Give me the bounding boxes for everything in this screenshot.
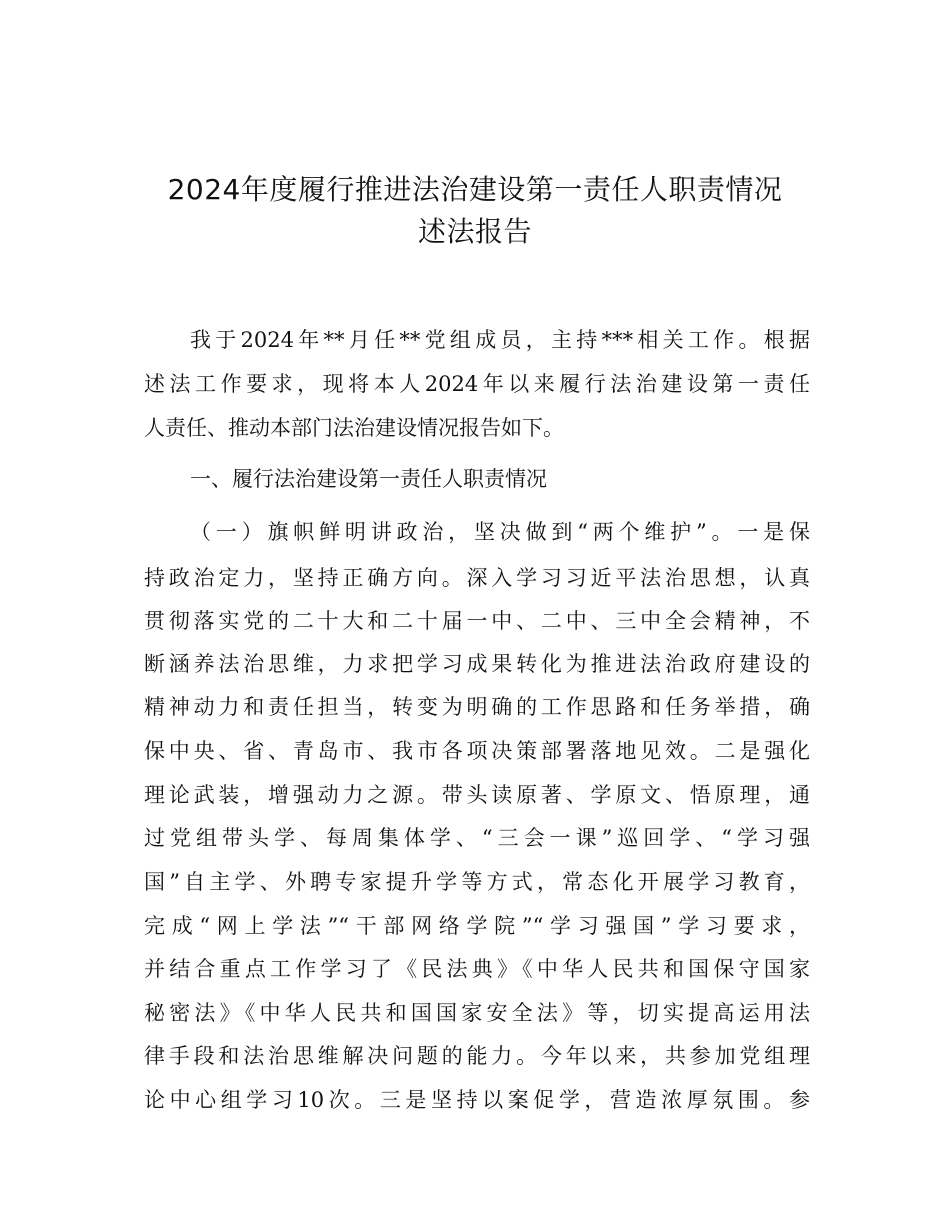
document-title-line-1: 2024年度履行推进法治建设第一责任人职责情况 <box>167 173 783 206</box>
paragraph-line: 保中央、省、青岛市、我市各项决策部署落地见效。二是强化 <box>144 739 810 763</box>
paragraph-line: 持政治定力，坚持正确方向。深入学习习近平法治思想，认真 <box>144 566 810 590</box>
intro-line: 述法工作要求，现将本人2024年以来履行法治建设第一责任 <box>144 372 810 396</box>
paragraph-line: 并结合重点工作学习了《民法典》《中华人民共和国保守国家 <box>144 957 810 981</box>
paragraph-line: 贯彻落实党的二十大和二十届一中、二中、三中全会精神，不 <box>144 609 810 633</box>
paragraph-line: 过党组带头学、每周集体学、“三会一课”巡回学、“学习强 <box>144 826 810 850</box>
paragraph-line: 完成“网上学法”“干部网络学院”“学习强国”学习要求， <box>144 914 810 938</box>
intro-line: 人责任、推动本部门法治建设情况报告如下。 <box>144 416 564 440</box>
paragraph-line: 律手段和法治思维解决问题的能力。今年以来，共参加党组理 <box>144 1044 810 1068</box>
paragraph-line: 论中心组学习10次。三是坚持以案促学，营造浓厚氛围。参 <box>144 1088 810 1112</box>
section-heading-1: 一、履行法治建设第一责任人职责情况 <box>190 467 547 491</box>
document-title-line-2: 述法报告 <box>417 215 532 248</box>
paragraph-line: 理论武装，增强动力之源。带头读原著、学原文、悟原理，通 <box>144 783 810 807</box>
paragraph-line: 国”自主学、外聘专家提升学等方式，常态化开展学习教育， <box>144 870 810 894</box>
paragraph-line: 秘密法》《中华人民共和国国家安全法》等，切实提高运用法 <box>144 1001 810 1025</box>
paragraph-line: 精神动力和责任担当，转变为明确的工作思路和任务举措，确 <box>144 695 810 719</box>
paragraph-line: 断涵养法治思维，力求把学习成果转化为推进法治政府建设的 <box>144 652 810 676</box>
intro-line: 我于2024年**月任**党组成员，主持***相关工作。根据 <box>190 328 810 352</box>
paragraph-line: （一）旗帜鲜明讲政治，坚决做到“两个维护”。一是保 <box>190 520 810 544</box>
